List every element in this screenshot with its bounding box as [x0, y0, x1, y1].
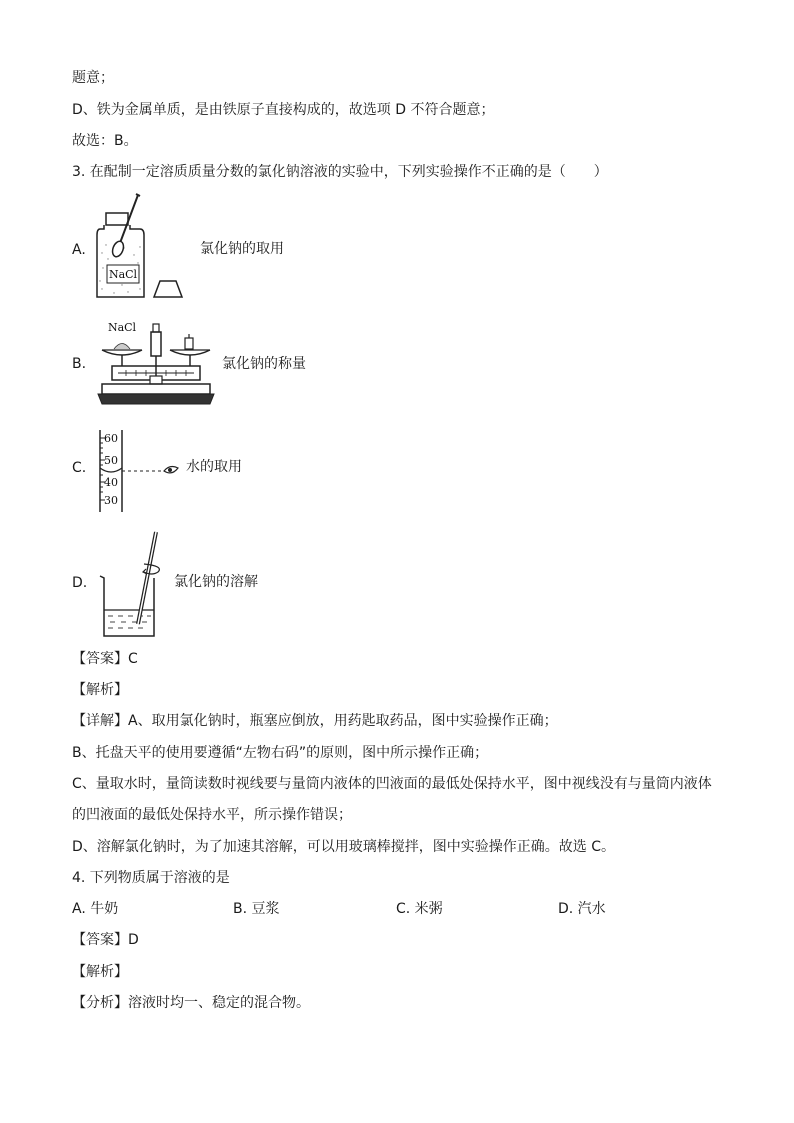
text-line: 题意； — [72, 70, 114, 86]
detail-line: 的凹液面的最低处保持水平，所示操作错误； — [72, 807, 352, 823]
detail-line: D、溶解氯化钠时，为了加速其溶解，可以用玻璃棒搅拌，图中实验操作正确。故选 C。 — [72, 839, 616, 855]
detail-line: B、托盘天平的使用要遵循“左物右码”的原则，图中所示操作正确； — [72, 745, 489, 761]
text-line: 故选：B。 — [72, 133, 138, 149]
analysis-line: 【分析】溶液时均一、稳定的混合物。 — [72, 995, 310, 1011]
tick-40: 40 — [104, 476, 118, 489]
caption-d: 氯化钠的溶解 — [174, 574, 258, 590]
answer-3: 【答案】C — [72, 651, 138, 667]
option-d-letter: D. — [72, 575, 88, 591]
question-3: 3. 在配制一定溶质质量分数的氯化钠溶液的实验中，下列实验操作不正确的是（ ） — [72, 164, 608, 180]
caption-b: 氯化钠的称量 — [222, 356, 306, 372]
tick-60: 60 — [104, 432, 118, 445]
text-line: D、铁为金属单质，是由铁原子直接构成的，故选项 D 不符合题意； — [72, 102, 495, 118]
tick-30: 30 — [104, 494, 118, 507]
option-c-letter: C. — [72, 460, 87, 476]
choice-c: C. 米粥 — [396, 901, 443, 917]
choice-b: B. 豆浆 — [233, 901, 280, 917]
caption-c: 水的取用 — [186, 459, 242, 475]
bottle-figure — [94, 193, 194, 303]
bottle-label: NaCl — [108, 268, 138, 281]
choice-d: D. 汽水 — [558, 901, 606, 917]
tick-50: 50 — [104, 454, 118, 467]
cylinder-figure — [96, 428, 186, 514]
detail-line: C、量取水时，量筒读数时视线要与量筒内液体的凹液面的最低处保持水平，图中视线没有与量筒内液体 — [72, 776, 712, 792]
balance-figure — [96, 318, 216, 410]
beaker-figure — [96, 528, 176, 640]
option-b-letter: B. — [72, 356, 87, 372]
analysis-heading-4: 【解析】 — [72, 964, 128, 980]
detail-line: 【详解】A、取用氯化钠时，瓶塞应倒放，用药匙取药品，图中实验操作正确； — [72, 713, 558, 729]
choice-a: A. 牛奶 — [72, 901, 119, 917]
balance-label: NaCl — [107, 321, 137, 334]
question-4: 4. 下列物质属于溶液的是 — [72, 870, 230, 886]
answer-4: 【答案】D — [72, 932, 139, 948]
caption-a: 氯化钠的取用 — [200, 241, 284, 257]
analysis-heading-3: 【解析】 — [72, 682, 128, 698]
option-a-letter: A. — [72, 242, 86, 258]
